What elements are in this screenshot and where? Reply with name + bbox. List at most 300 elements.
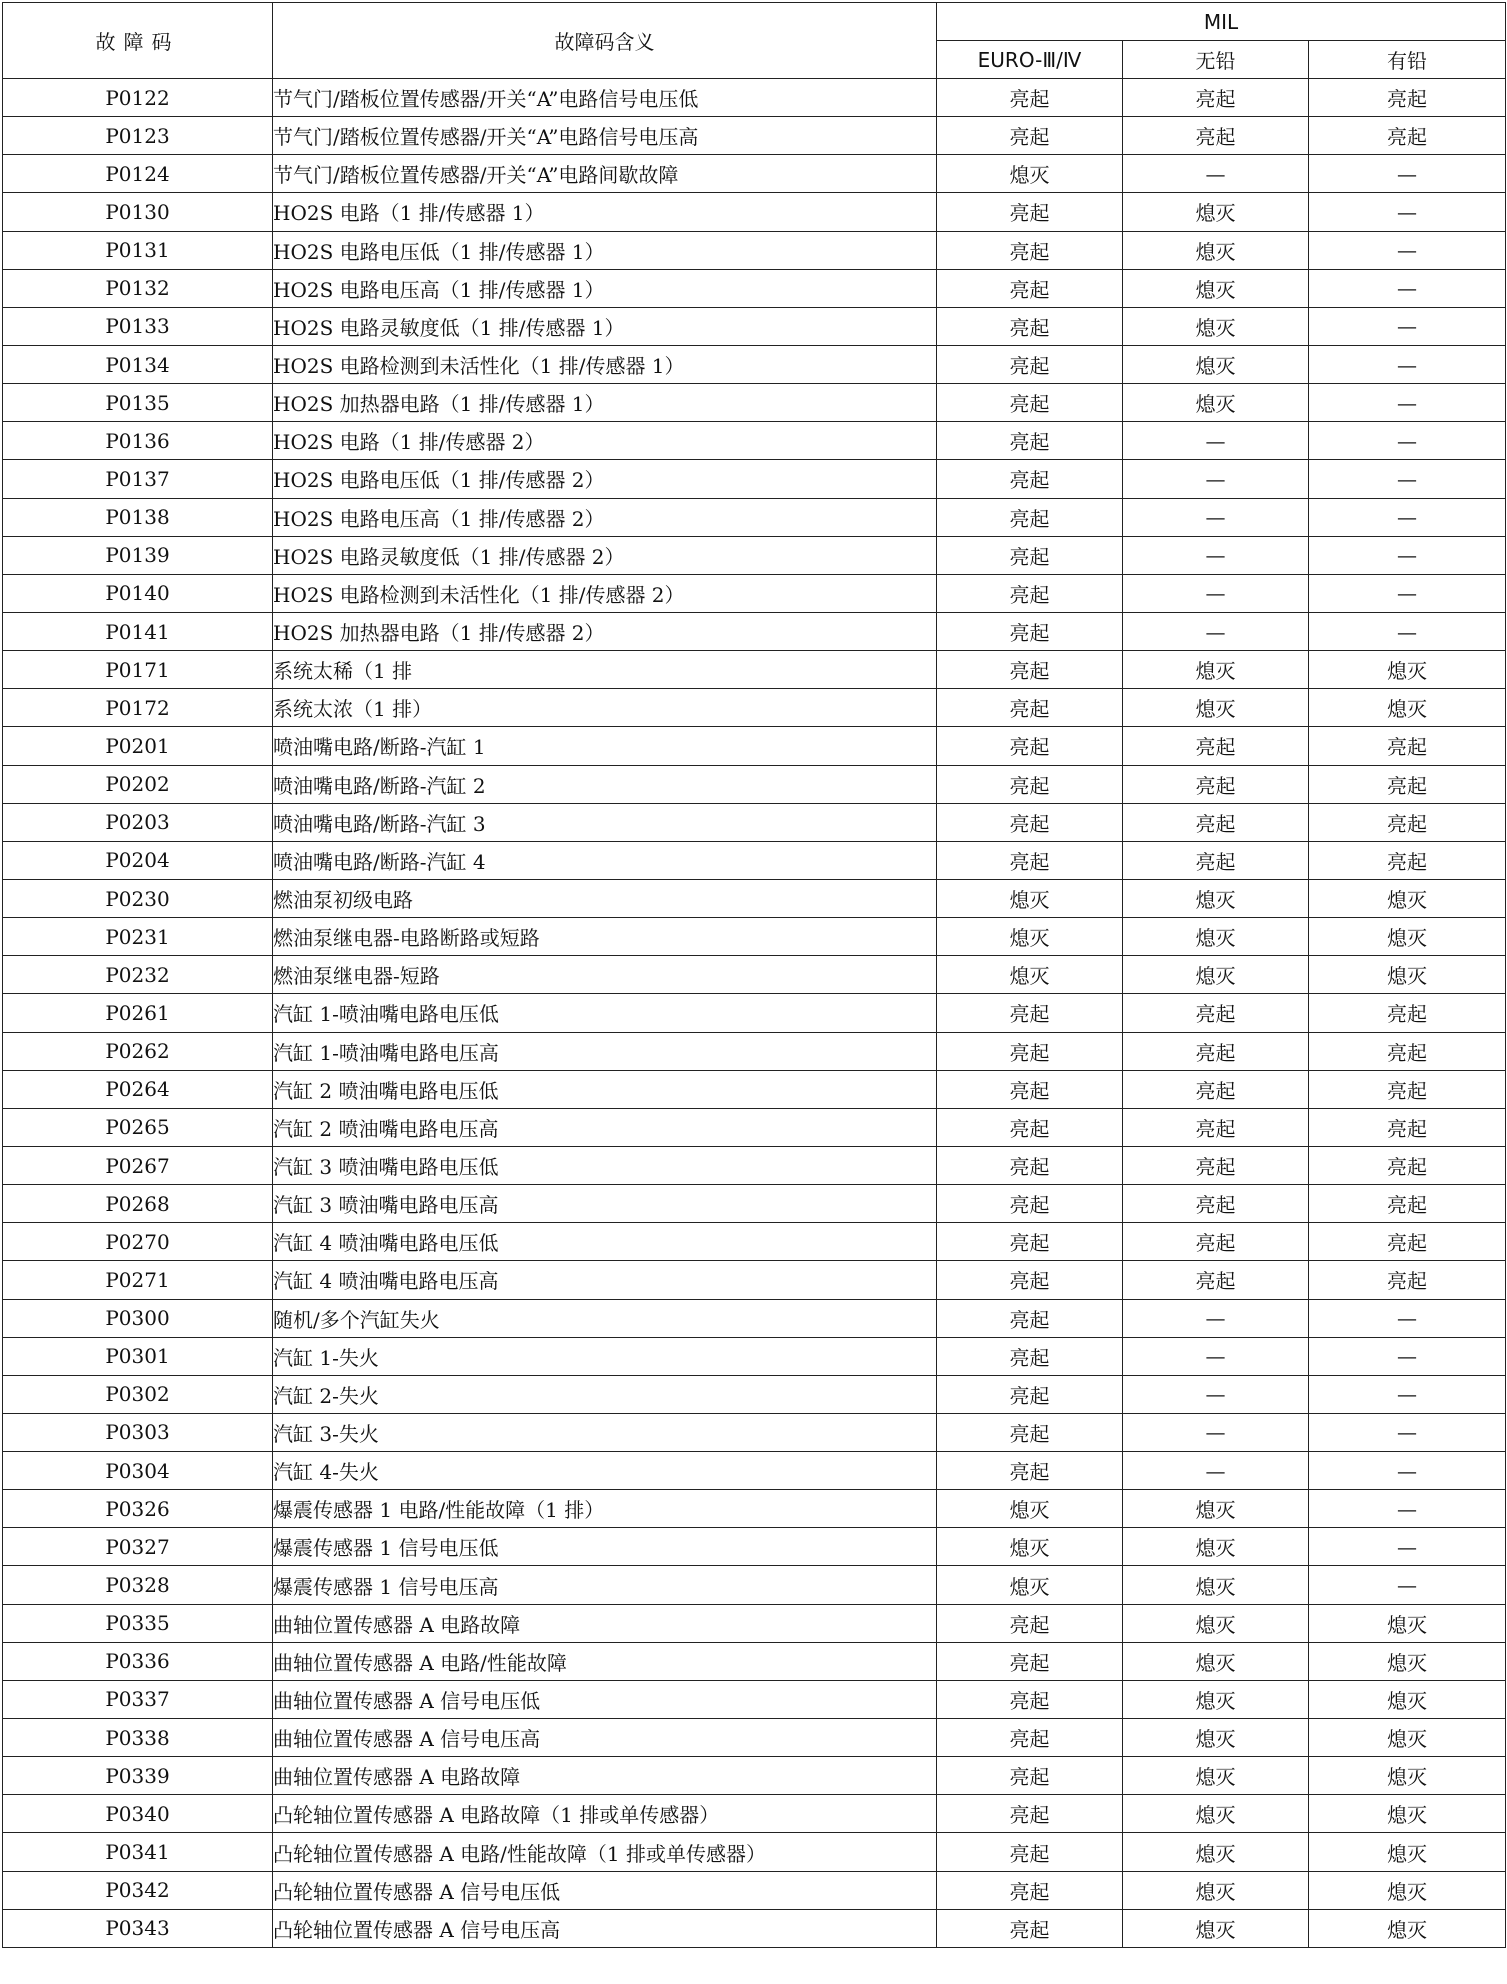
mil-leaded-status-cell: 亮起: [1309, 765, 1506, 803]
fault-code-cell: P0202: [3, 765, 273, 803]
header-unleaded: 无铅: [1123, 41, 1309, 79]
fault-code-cell: P0130: [3, 193, 273, 231]
table-row: [3, 574, 1506, 612]
table-row: [3, 689, 1506, 727]
mil-euro-status-cell: 亮起: [937, 1642, 1123, 1680]
mil-unleaded-status-cell: 熄灭: [1123, 1757, 1309, 1795]
fault-code-cell: P0122: [3, 79, 273, 117]
fault-description-cell: 汽缸 2-失火: [273, 1375, 937, 1413]
fault-description-cell: 汽缸 1-喷油嘴电路电压低: [273, 994, 937, 1032]
mil-unleaded-status-cell: —: [1123, 536, 1309, 574]
mil-unleaded-status-cell: 熄灭: [1123, 1833, 1309, 1871]
mil-unleaded-status-cell: 熄灭: [1123, 1871, 1309, 1909]
fault-description-cell: 汽缸 3-失火: [273, 1413, 937, 1451]
fault-code-cell: P0303: [3, 1413, 273, 1451]
mil-unleaded-status-cell: 亮起: [1123, 803, 1309, 841]
mil-leaded-status-cell: —: [1309, 1490, 1506, 1528]
mil-euro-status-cell: 亮起: [937, 1757, 1123, 1795]
header-code: 故障码: [3, 3, 273, 79]
mil-unleaded-status-cell: 熄灭: [1123, 918, 1309, 956]
fault-description-cell: HO2S 电路灵敏度低（1 排/传感器 1）: [273, 307, 937, 345]
fault-description-cell: 随机/多个汽缸失火: [273, 1299, 937, 1337]
table-row: [3, 1413, 1506, 1451]
fault-code-cell: P0302: [3, 1375, 273, 1413]
mil-leaded-status-cell: —: [1309, 574, 1506, 612]
fault-description-cell: 汽缸 3 喷油嘴电路电压低: [273, 1146, 937, 1184]
mil-unleaded-status-cell: 熄灭: [1123, 1642, 1309, 1680]
mil-leaded-status-cell: —: [1309, 460, 1506, 498]
mil-euro-status-cell: 亮起: [937, 1032, 1123, 1070]
fault-description-cell: 燃油泵继电器-短路: [273, 956, 937, 994]
mil-leaded-status-cell: 亮起: [1309, 1223, 1506, 1261]
fault-code-cell: P0270: [3, 1223, 273, 1261]
mil-leaded-status-cell: 亮起: [1309, 1261, 1506, 1299]
mil-euro-status-cell: 亮起: [937, 384, 1123, 422]
fault-description-cell: 爆震传感器 1 电路/性能故障（1 排）: [273, 1490, 937, 1528]
mil-euro-status-cell: 亮起: [937, 117, 1123, 155]
mil-unleaded-status-cell: 亮起: [1123, 1146, 1309, 1184]
fault-code-cell: P0342: [3, 1871, 273, 1909]
mil-unleaded-status-cell: 熄灭: [1123, 651, 1309, 689]
mil-unleaded-status-cell: —: [1123, 1413, 1309, 1451]
table-row: [3, 1108, 1506, 1146]
mil-euro-status-cell: 亮起: [937, 1108, 1123, 1146]
fault-code-cell: P0341: [3, 1833, 273, 1871]
fault-code-cell: P0343: [3, 1909, 273, 1947]
mil-unleaded-status-cell: 熄灭: [1123, 1566, 1309, 1604]
mil-leaded-status-cell: 熄灭: [1309, 689, 1506, 727]
mil-leaded-status-cell: —: [1309, 307, 1506, 345]
mil-leaded-status-cell: 熄灭: [1309, 1604, 1506, 1642]
mil-unleaded-status-cell: —: [1123, 574, 1309, 612]
table-row: [3, 269, 1506, 307]
mil-unleaded-status-cell: 熄灭: [1123, 231, 1309, 269]
fault-code-cell: P0137: [3, 460, 273, 498]
fault-description-cell: 爆震传感器 1 信号电压低: [273, 1528, 937, 1566]
mil-euro-status-cell: 熄灭: [937, 918, 1123, 956]
mil-unleaded-status-cell: 熄灭: [1123, 269, 1309, 307]
mil-leaded-status-cell: —: [1309, 345, 1506, 383]
table-row: [3, 231, 1506, 269]
fault-code-cell: P0172: [3, 689, 273, 727]
mil-unleaded-status-cell: 熄灭: [1123, 1795, 1309, 1833]
mil-euro-status-cell: 亮起: [937, 1680, 1123, 1718]
mil-unleaded-status-cell: —: [1123, 498, 1309, 536]
fault-description-cell: HO2S 电路电压高（1 排/传感器 2）: [273, 498, 937, 536]
mil-euro-status-cell: 熄灭: [937, 155, 1123, 193]
mil-euro-status-cell: 亮起: [937, 1871, 1123, 1909]
fault-description-cell: HO2S 电路电压低（1 排/传感器 2）: [273, 460, 937, 498]
mil-euro-status-cell: 亮起: [937, 79, 1123, 117]
mil-unleaded-status-cell: 亮起: [1123, 841, 1309, 879]
fault-code-cell: P0201: [3, 727, 273, 765]
fault-description-cell: 喷油嘴电路/断路-汽缸 1: [273, 727, 937, 765]
fault-description-cell: 燃油泵初级电路: [273, 879, 937, 917]
fault-description-cell: 节气门/踏板位置传感器/开关“A”电路间歇故障: [273, 155, 937, 193]
table-row: [3, 117, 1506, 155]
header-leaded: 有铅: [1309, 41, 1506, 79]
fault-description-cell: HO2S 电路电压高（1 排/传感器 1）: [273, 269, 937, 307]
table-row: [3, 498, 1506, 536]
fault-code-cell: P0265: [3, 1108, 273, 1146]
table-row: [3, 1528, 1506, 1566]
mil-euro-status-cell: 熄灭: [937, 1528, 1123, 1566]
mil-leaded-status-cell: 熄灭: [1309, 1642, 1506, 1680]
mil-leaded-status-cell: —: [1309, 536, 1506, 574]
table-row: [3, 1642, 1506, 1680]
mil-unleaded-status-cell: 熄灭: [1123, 345, 1309, 383]
fault-description-cell: 凸轮轴位置传感器 A 信号电压高: [273, 1909, 937, 1947]
table-row: [3, 155, 1506, 193]
mil-unleaded-status-cell: 亮起: [1123, 994, 1309, 1032]
fault-description-cell: 汽缸 4-失火: [273, 1452, 937, 1490]
mil-unleaded-status-cell: —: [1123, 422, 1309, 460]
table-row: [3, 651, 1506, 689]
fault-description-cell: HO2S 电路检测到未活性化（1 排/传感器 1）: [273, 345, 937, 383]
mil-unleaded-status-cell: 熄灭: [1123, 879, 1309, 917]
mil-leaded-status-cell: 亮起: [1309, 727, 1506, 765]
mil-euro-status-cell: 熄灭: [937, 879, 1123, 917]
table-row: [3, 1185, 1506, 1223]
mil-leaded-status-cell: —: [1309, 1566, 1506, 1604]
fault-description-cell: HO2S 加热器电路（1 排/传感器 2）: [273, 612, 937, 650]
mil-euro-status-cell: 亮起: [937, 689, 1123, 727]
mil-euro-status-cell: 亮起: [937, 1909, 1123, 1947]
fault-code-cell: P0262: [3, 1032, 273, 1070]
mil-euro-status-cell: 亮起: [937, 841, 1123, 879]
fault-description-cell: 爆震传感器 1 信号电压高: [273, 1566, 937, 1604]
mil-euro-status-cell: 亮起: [937, 1337, 1123, 1375]
fault-description-cell: 汽缸 2 喷油嘴电路电压高: [273, 1108, 937, 1146]
mil-leaded-status-cell: 熄灭: [1309, 918, 1506, 956]
mil-leaded-status-cell: 熄灭: [1309, 1719, 1506, 1757]
fault-description-cell: 曲轴位置传感器 A 信号电压高: [273, 1719, 937, 1757]
mil-leaded-status-cell: 熄灭: [1309, 651, 1506, 689]
table-row: [3, 460, 1506, 498]
table-header: [3, 3, 1506, 79]
mil-unleaded-status-cell: 亮起: [1123, 727, 1309, 765]
fault-description-cell: 节气门/踏板位置传感器/开关“A”电路信号电压高: [273, 117, 937, 155]
fault-code-cell: P0231: [3, 918, 273, 956]
mil-unleaded-status-cell: —: [1123, 1452, 1309, 1490]
fault-code-cell: P0136: [3, 422, 273, 460]
mil-unleaded-status-cell: 熄灭: [1123, 1490, 1309, 1528]
fault-code-cell: P0171: [3, 651, 273, 689]
fault-code-cell: P0204: [3, 841, 273, 879]
fault-description-cell: 系统太浓（1 排）: [273, 689, 937, 727]
fault-description-cell: 凸轮轴位置传感器 A 电路/性能故障（1 排或单传感器）: [273, 1833, 937, 1871]
table-row: [3, 1833, 1506, 1871]
mil-unleaded-status-cell: 熄灭: [1123, 1528, 1309, 1566]
mil-leaded-status-cell: 亮起: [1309, 1070, 1506, 1108]
fault-code-cell: P0327: [3, 1528, 273, 1566]
mil-euro-status-cell: 亮起: [937, 1833, 1123, 1871]
table-row: [3, 803, 1506, 841]
mil-euro-status-cell: 亮起: [937, 994, 1123, 1032]
mil-euro-status-cell: 熄灭: [937, 956, 1123, 994]
mil-euro-status-cell: 亮起: [937, 1146, 1123, 1184]
mil-leaded-status-cell: —: [1309, 498, 1506, 536]
table-row: [3, 345, 1506, 383]
fault-code-cell: P0203: [3, 803, 273, 841]
mil-unleaded-status-cell: 亮起: [1123, 1070, 1309, 1108]
fault-description-cell: 节气门/踏板位置传感器/开关“A”电路信号电压低: [273, 79, 937, 117]
fault-code-cell: P0261: [3, 994, 273, 1032]
mil-euro-status-cell: 亮起: [937, 727, 1123, 765]
mil-leaded-status-cell: —: [1309, 422, 1506, 460]
table-row: [3, 612, 1506, 650]
fault-description-cell: 系统太稀（1 排: [273, 651, 937, 689]
mil-leaded-status-cell: 亮起: [1309, 803, 1506, 841]
fault-code-cell: P0123: [3, 117, 273, 155]
fault-code-cell: P0124: [3, 155, 273, 193]
table-row: [3, 1299, 1506, 1337]
mil-euro-status-cell: 亮起: [937, 1185, 1123, 1223]
fault-description-cell: 凸轮轴位置传感器 A 电路故障（1 排或单传感器）: [273, 1795, 937, 1833]
mil-leaded-status-cell: 亮起: [1309, 1185, 1506, 1223]
fault-description-cell: 燃油泵继电器-电路断路或短路: [273, 918, 937, 956]
mil-unleaded-status-cell: 亮起: [1123, 1185, 1309, 1223]
fault-description-cell: HO2S 电路灵敏度低（1 排/传感器 2）: [273, 536, 937, 574]
table-row: [3, 422, 1506, 460]
fault-description-cell: 凸轮轴位置传感器 A 信号电压低: [273, 1871, 937, 1909]
mil-euro-status-cell: 亮起: [937, 307, 1123, 345]
header-row-top: [3, 3, 1506, 41]
mil-leaded-status-cell: —: [1309, 155, 1506, 193]
fault-code-cell: P0336: [3, 1642, 273, 1680]
fault-code-cell: P0301: [3, 1337, 273, 1375]
fault-code-cell: P0267: [3, 1146, 273, 1184]
fault-code-cell: P0134: [3, 345, 273, 383]
fault-description-cell: 曲轴位置传感器 A 电路故障: [273, 1757, 937, 1795]
mil-euro-status-cell: 亮起: [937, 803, 1123, 841]
fault-description-cell: 汽缸 4 喷油嘴电路电压低: [273, 1223, 937, 1261]
table-row: [3, 841, 1506, 879]
table-row: [3, 1375, 1506, 1413]
mil-leaded-status-cell: 熄灭: [1309, 1795, 1506, 1833]
table-row: [3, 1452, 1506, 1490]
fault-code-cell: P0230: [3, 879, 273, 917]
mil-leaded-status-cell: —: [1309, 269, 1506, 307]
fault-description-cell: HO2S 加热器电路（1 排/传感器 1）: [273, 384, 937, 422]
mil-euro-status-cell: 亮起: [937, 536, 1123, 574]
fault-description-cell: 汽缸 2 喷油嘴电路电压低: [273, 1070, 937, 1108]
mil-unleaded-status-cell: —: [1123, 1299, 1309, 1337]
mil-euro-status-cell: 亮起: [937, 765, 1123, 803]
mil-euro-status-cell: 亮起: [937, 498, 1123, 536]
fault-code-cell: P0300: [3, 1299, 273, 1337]
fault-code-cell: P0138: [3, 498, 273, 536]
mil-unleaded-status-cell: 亮起: [1123, 79, 1309, 117]
mil-unleaded-status-cell: —: [1123, 612, 1309, 650]
mil-leaded-status-cell: —: [1309, 231, 1506, 269]
mil-euro-status-cell: 亮起: [937, 231, 1123, 269]
mil-euro-status-cell: 亮起: [937, 1261, 1123, 1299]
mil-euro-status-cell: 亮起: [937, 1719, 1123, 1757]
fault-code-cell: P0132: [3, 269, 273, 307]
mil-euro-status-cell: 亮起: [937, 1795, 1123, 1833]
fault-description-cell: HO2S 电路电压低（1 排/传感器 1）: [273, 231, 937, 269]
mil-leaded-status-cell: 亮起: [1309, 1108, 1506, 1146]
table-row: [3, 384, 1506, 422]
mil-leaded-status-cell: —: [1309, 1452, 1506, 1490]
mil-leaded-status-cell: —: [1309, 1413, 1506, 1451]
fault-description-cell: 曲轴位置传感器 A 信号电压低: [273, 1680, 937, 1718]
mil-unleaded-status-cell: 熄灭: [1123, 689, 1309, 727]
mil-euro-status-cell: 亮起: [937, 193, 1123, 231]
mil-unleaded-status-cell: 熄灭: [1123, 1604, 1309, 1642]
table-row: [3, 536, 1506, 574]
table-row: [3, 994, 1506, 1032]
mil-leaded-status-cell: 亮起: [1309, 117, 1506, 155]
table-row: [3, 1909, 1506, 1947]
mil-unleaded-status-cell: 亮起: [1123, 1223, 1309, 1261]
fault-code-cell: P0131: [3, 231, 273, 269]
fault-description-cell: HO2S 电路检测到未活性化（1 排/传感器 2）: [273, 574, 937, 612]
mil-unleaded-status-cell: —: [1123, 155, 1309, 193]
fault-code-cell: P0140: [3, 574, 273, 612]
fault-code-cell: P0338: [3, 1719, 273, 1757]
fault-code-cell: P0232: [3, 956, 273, 994]
fault-code-cell: P0271: [3, 1261, 273, 1299]
fault-description-cell: 喷油嘴电路/断路-汽缸 4: [273, 841, 937, 879]
fault-code-cell: P0264: [3, 1070, 273, 1108]
table-body: [3, 79, 1506, 1948]
mil-leaded-status-cell: —: [1309, 193, 1506, 231]
mil-leaded-status-cell: 熄灭: [1309, 1833, 1506, 1871]
header-meaning: 故障码含义: [273, 3, 937, 79]
mil-leaded-status-cell: 亮起: [1309, 1146, 1506, 1184]
mil-leaded-status-cell: 亮起: [1309, 1032, 1506, 1070]
table-row: [3, 1680, 1506, 1718]
table-row: [3, 1146, 1506, 1184]
table-row: [3, 1337, 1506, 1375]
mil-euro-status-cell: 亮起: [937, 612, 1123, 650]
mil-leaded-status-cell: —: [1309, 384, 1506, 422]
mil-euro-status-cell: 亮起: [937, 1299, 1123, 1337]
table-row: [3, 79, 1506, 117]
fault-description-cell: 汽缸 4 喷油嘴电路电压高: [273, 1261, 937, 1299]
table-row: [3, 1223, 1506, 1261]
mil-unleaded-status-cell: 熄灭: [1123, 1909, 1309, 1947]
fault-code-cell: P0339: [3, 1757, 273, 1795]
mil-leaded-status-cell: —: [1309, 1299, 1506, 1337]
mil-unleaded-status-cell: 亮起: [1123, 1108, 1309, 1146]
table-row: [3, 1070, 1506, 1108]
mil-euro-status-cell: 亮起: [937, 422, 1123, 460]
table-row: [3, 307, 1506, 345]
fault-description-cell: 曲轴位置传感器 A 电路故障: [273, 1604, 937, 1642]
mil-unleaded-status-cell: —: [1123, 1375, 1309, 1413]
fault-description-cell: 曲轴位置传感器 A 电路/性能故障: [273, 1642, 937, 1680]
fault-description-cell: 汽缸 1-喷油嘴电路电压高: [273, 1032, 937, 1070]
mil-euro-status-cell: 亮起: [937, 1604, 1123, 1642]
mil-leaded-status-cell: 熄灭: [1309, 1680, 1506, 1718]
table-row: [3, 1490, 1506, 1528]
fault-code-cell: P0335: [3, 1604, 273, 1642]
mil-leaded-status-cell: 熄灭: [1309, 879, 1506, 917]
mil-leaded-status-cell: —: [1309, 1375, 1506, 1413]
mil-euro-status-cell: 熄灭: [937, 1566, 1123, 1604]
table-row: [3, 1795, 1506, 1833]
fault-description-cell: 汽缸 3 喷油嘴电路电压高: [273, 1185, 937, 1223]
table-row: [3, 1871, 1506, 1909]
mil-unleaded-status-cell: 熄灭: [1123, 1680, 1309, 1718]
mil-leaded-status-cell: 熄灭: [1309, 1757, 1506, 1795]
fault-code-cell: P0328: [3, 1566, 273, 1604]
table-row: [3, 956, 1506, 994]
mil-unleaded-status-cell: 熄灭: [1123, 384, 1309, 422]
mil-leaded-status-cell: 熄灭: [1309, 1871, 1506, 1909]
mil-euro-status-cell: 亮起: [937, 1070, 1123, 1108]
fault-code-cell: P0268: [3, 1185, 273, 1223]
fault-code-cell: P0326: [3, 1490, 273, 1528]
fault-code-cell: P0304: [3, 1452, 273, 1490]
fault-code-cell: P0139: [3, 536, 273, 574]
fault-description-cell: HO2S 电路（1 排/传感器 1）: [273, 193, 937, 231]
fault-code-cell: P0135: [3, 384, 273, 422]
mil-euro-status-cell: 亮起: [937, 345, 1123, 383]
mil-leaded-status-cell: 亮起: [1309, 79, 1506, 117]
table-row: [3, 1261, 1506, 1299]
mil-unleaded-status-cell: —: [1123, 460, 1309, 498]
mil-euro-status-cell: 熄灭: [937, 1490, 1123, 1528]
fault-code-cell: P0340: [3, 1795, 273, 1833]
mil-euro-status-cell: 亮起: [937, 651, 1123, 689]
fault-code-cell: P0337: [3, 1680, 273, 1718]
mil-euro-status-cell: 亮起: [937, 1223, 1123, 1261]
table-row: [3, 765, 1506, 803]
mil-leaded-status-cell: 熄灭: [1309, 1909, 1506, 1947]
mil-euro-status-cell: 亮起: [937, 1413, 1123, 1451]
table-row: [3, 193, 1506, 231]
header-euro: EURO-Ⅲ/Ⅳ: [937, 41, 1123, 79]
table-row: [3, 1604, 1506, 1642]
mil-unleaded-status-cell: 亮起: [1123, 1261, 1309, 1299]
fault-description-cell: 汽缸 1-失火: [273, 1337, 937, 1375]
mil-unleaded-status-cell: 亮起: [1123, 117, 1309, 155]
mil-leaded-status-cell: —: [1309, 1528, 1506, 1566]
mil-euro-status-cell: 亮起: [937, 574, 1123, 612]
table-row: [3, 1757, 1506, 1795]
mil-leaded-status-cell: 亮起: [1309, 841, 1506, 879]
mil-leaded-status-cell: —: [1309, 612, 1506, 650]
fault-description-cell: HO2S 电路（1 排/传感器 2）: [273, 422, 937, 460]
mil-unleaded-status-cell: 亮起: [1123, 765, 1309, 803]
table-row: [3, 1719, 1506, 1757]
mil-euro-status-cell: 亮起: [937, 460, 1123, 498]
mil-unleaded-status-cell: 亮起: [1123, 1032, 1309, 1070]
table-row: [3, 727, 1506, 765]
header-mil: MIL: [937, 3, 1506, 41]
dtc-table: [2, 2, 1506, 1948]
mil-unleaded-status-cell: —: [1123, 1337, 1309, 1375]
table-row: [3, 879, 1506, 917]
fault-code-cell: P0141: [3, 612, 273, 650]
fault-code-cell: P0133: [3, 307, 273, 345]
fault-description-cell: 喷油嘴电路/断路-汽缸 2: [273, 765, 937, 803]
mil-unleaded-status-cell: 熄灭: [1123, 307, 1309, 345]
table-row: [3, 1566, 1506, 1604]
table-row: [3, 918, 1506, 956]
mil-unleaded-status-cell: 熄灭: [1123, 193, 1309, 231]
mil-euro-status-cell: 亮起: [937, 1452, 1123, 1490]
mil-leaded-status-cell: —: [1309, 1337, 1506, 1375]
fault-description-cell: 喷油嘴电路/断路-汽缸 3: [273, 803, 937, 841]
mil-unleaded-status-cell: 熄灭: [1123, 956, 1309, 994]
mil-leaded-status-cell: 熄灭: [1309, 956, 1506, 994]
mil-euro-status-cell: 亮起: [937, 269, 1123, 307]
